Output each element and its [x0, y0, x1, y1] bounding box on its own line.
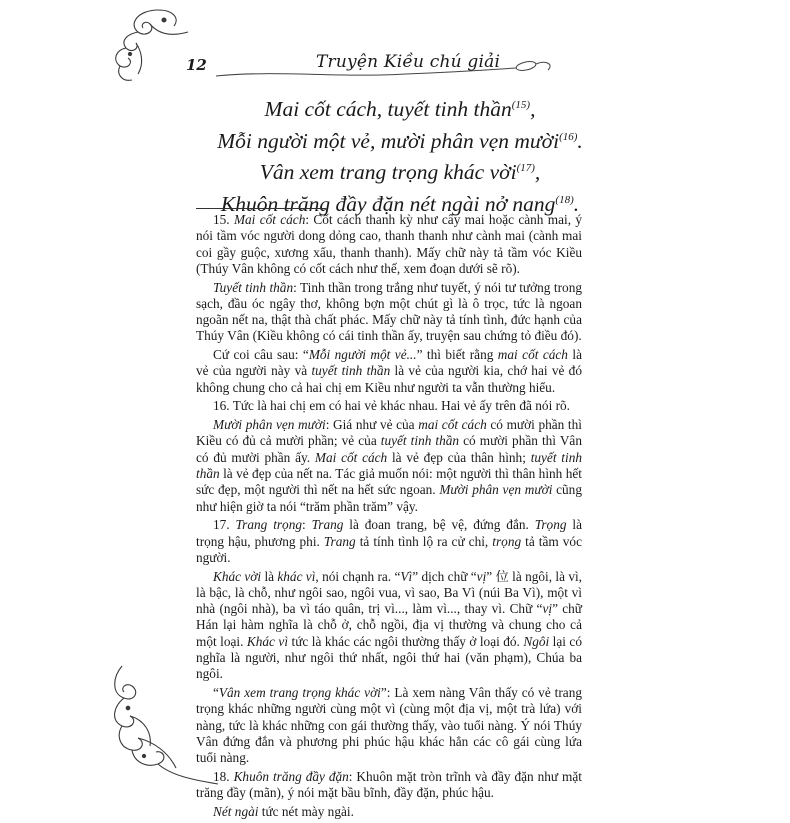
footnote-paragraph	[196, 804, 582, 820]
footnote-text: , nói chạnh ra. “	[315, 568, 401, 584]
footnote-text: là	[261, 568, 278, 584]
footnote-term: mai cốt cách	[418, 417, 487, 433]
footnote-paragraph	[196, 517, 582, 566]
footnote-paragraph	[196, 398, 582, 414]
footnote-text: : Tinh thần trong trắng như tuyết, ý nói tư tưởng trong sạch, đầu óc ngây thơ, không bợn một chút gì là ô trọc, tức là ngoan ngoãn nết na, thật thà chất phác. Mấy chữ này tả tính tình, đức hạnh của Thúy Vân (Kiều không có cái tinh thần ấy, truyện sau chứng tỏ điều đó).	[196, 279, 583, 344]
footnote-term: mai cốt cách	[497, 347, 568, 363]
footnote-paragraph	[196, 569, 582, 683]
footnote-text: cũng như hiện giờ ta nói “trăm phần trăm” vậy.	[196, 482, 582, 514]
footnote-paragraph	[196, 685, 582, 766]
footnote-term: vị	[542, 601, 553, 617]
footnote-text: 18.	[213, 768, 234, 784]
footnote-text: ” 位 là ngôi, là vì, là bậc, là chỗ, như ngôi sao, ngôi vua, vì sao, Ba Vì (núi Ba Vì), một vì nhà (ngôi nhà), ba vì táo quân, trị vì..., làm vì..., thay vì. Chữ “	[196, 568, 582, 617]
footnote-paragraph	[196, 280, 582, 345]
footnote-text: có mười phần thì Kiều có đủ cả mười phần; vẻ của	[196, 417, 582, 449]
page-number: 12	[186, 56, 207, 74]
verse-punctuation: ,	[534, 160, 541, 184]
verse-line-text: Khuôn trăng đầy đặn nét ngài nở nang	[220, 191, 556, 216]
footnote-text: :	[302, 517, 312, 533]
footnote-ref: (16)	[559, 130, 578, 143]
footnote-term: Mười phân vẹn mười	[213, 417, 326, 433]
footnote-term: Mai cốt cách	[314, 449, 388, 465]
footnote-text: 17.	[213, 517, 236, 533]
footnotes	[196, 212, 582, 823]
footnote-text: ” chữ Hán lại hàm nghĩa là chỗ ở, chỗ ngồi, địa vị thường và chung cho cả một loại.	[196, 601, 583, 649]
footnote-text: : Cốt cách thanh kỳ như cây mai hoặc cành mai, ý nói tầm vóc người dong dỏng cao, thanh thanh như cành mai (cành mai coi gầy guộc, xương xẩu, thanh thanh). Mấy chữ này tả tầm vóc Kiều (Thúy Vân không có cốt cách như thế, xem đoạn dưới sẽ rõ).	[196, 212, 582, 276]
footnote-term: Khác vì	[246, 633, 289, 649]
verse-line-text: Vân xem trang trọng khác vời	[259, 160, 517, 184]
verse-line-text: Mai cốt cách, tuyết tinh thần	[264, 97, 512, 121]
footnote-term: Tuyết tinh thần	[213, 279, 294, 295]
footnote-term: Vì	[400, 568, 413, 584]
footnote-text: : Giá như vẻ của	[325, 417, 419, 433]
footnote-term: Trọng	[534, 517, 567, 533]
footnote-text: : Khuôn mặt tròn trĩnh và đầy đặn như mặt trăng đầy (mãn), ý nói mặt bầu bĩnh, đầy đặn, phúc hậu.	[196, 768, 582, 801]
footnote-text: tả tính tình lộ ra cử chỉ,	[355, 533, 493, 549]
verse-line	[210, 155, 590, 187]
footnote-term: tuyết tinh thần	[311, 363, 391, 379]
footnote-separator	[196, 208, 326, 209]
footnote-paragraph	[196, 212, 582, 277]
footnote-term: Trang trọng	[235, 517, 303, 533]
footnote-term: Mai cốt cách	[233, 212, 306, 227]
footnote-term: Khác vời	[213, 568, 262, 584]
footnote-ref: (15)	[511, 99, 531, 111]
footnote-paragraph	[196, 347, 582, 396]
footnote-term: khác vì	[277, 568, 316, 584]
footnote-term: Trang	[323, 533, 356, 549]
footnote-text: là vẻ của người này và	[196, 347, 582, 379]
footnote-text: là vẻ đẹp của thân hình;	[387, 449, 531, 465]
verse-punctuation: .	[577, 128, 583, 153]
footnote-text: là vẻ đẹp của nết na. Tác giả muốn nói: một người thì thân hình hết sức đẹp, một người thì nết na hết sức ngoan.	[196, 466, 582, 498]
footnote-term: vị	[476, 568, 487, 584]
verse-line	[210, 92, 590, 124]
footnote-text: ”: Là xem nàng Vân thấy có vẻ trang trọng khác những người cùng một vì (cùng một địa vị, một trà lứa) với nàng, tức là khác những con gái thường thấy, vào tuổi nàng. Ý nói Thúy Vân đứng đắn và phương phi phúc hậu khác hẳn các cô gái cùng lứa tuổi nàng.	[196, 685, 582, 766]
footnote-text: Cứ coi câu sau: “	[213, 347, 309, 363]
footnote-term: Vân xem trang trọng khác vời	[218, 685, 381, 701]
footnote-text: là đoan trang, bệ vệ, đứng đắn.	[343, 517, 535, 533]
footnote-text: có mười phần thì Vân có đủ mười phần ấy.	[196, 433, 582, 465]
running-title: Truyện Kiều chú giải	[316, 52, 501, 72]
verse-line-text: Mỗi người một vẻ, mười phân vẹn mười	[217, 128, 560, 153]
footnote-text: 15.	[213, 212, 234, 227]
footnote-text: tức nét mày ngài.	[258, 803, 354, 819]
footnote-paragraph	[196, 769, 582, 802]
footnote-term: Nét ngài	[213, 803, 259, 819]
footnote-term: trọng	[492, 533, 522, 549]
footnote-term: tuyết tinh thần	[196, 449, 582, 482]
footnote-text: “	[213, 685, 219, 701]
footnote-term: Ngôi	[523, 633, 550, 649]
footnote-text: tức là khác các ngôi thường thấy ở loại đó.	[288, 633, 524, 649]
footnote-ref: (17)	[516, 162, 535, 174]
footnote-text: là vẻ của người kia, chớ hai vẻ đó không chung cho cả hai chị em Kiều như người ta vẫn thường hiểu.	[196, 363, 582, 395]
footnote-text: ” dịch chữ “	[412, 568, 477, 584]
footnote-term: Mười phân vẹn mười	[439, 482, 553, 498]
verse-punctuation: .	[573, 191, 580, 216]
footnote-text: ” thì biết rằng	[416, 347, 498, 363]
footnote-paragraph	[196, 417, 582, 515]
footnote-text: là trọng hậu, phương phi.	[196, 517, 582, 549]
verse-block	[210, 92, 590, 218]
footnote-term: tuyết tinh thần	[380, 433, 460, 449]
footnote-term: Trang	[311, 517, 344, 533]
footnote-text: 16. Tức là hai chị em có hai vẻ khác nhau. Hai vẻ ấy trên đã nói rõ.	[213, 398, 570, 414]
verse-line	[210, 124, 590, 156]
running-header	[186, 50, 566, 90]
footnote-ref: (18)	[555, 193, 574, 206]
footnote-term: Khuôn trăng đầy đặn	[233, 768, 349, 784]
verse-punctuation: ,	[530, 97, 536, 121]
footnote-term: Mỗi người một vẻ...	[308, 347, 417, 363]
footnote-text: lại có nghĩa là người, như ngôi thứ nhất, ngôi thứ hai (văn phạm), Chúa ba ngôi.	[196, 633, 582, 682]
footnote-text: tả tầm vóc người.	[196, 533, 582, 565]
